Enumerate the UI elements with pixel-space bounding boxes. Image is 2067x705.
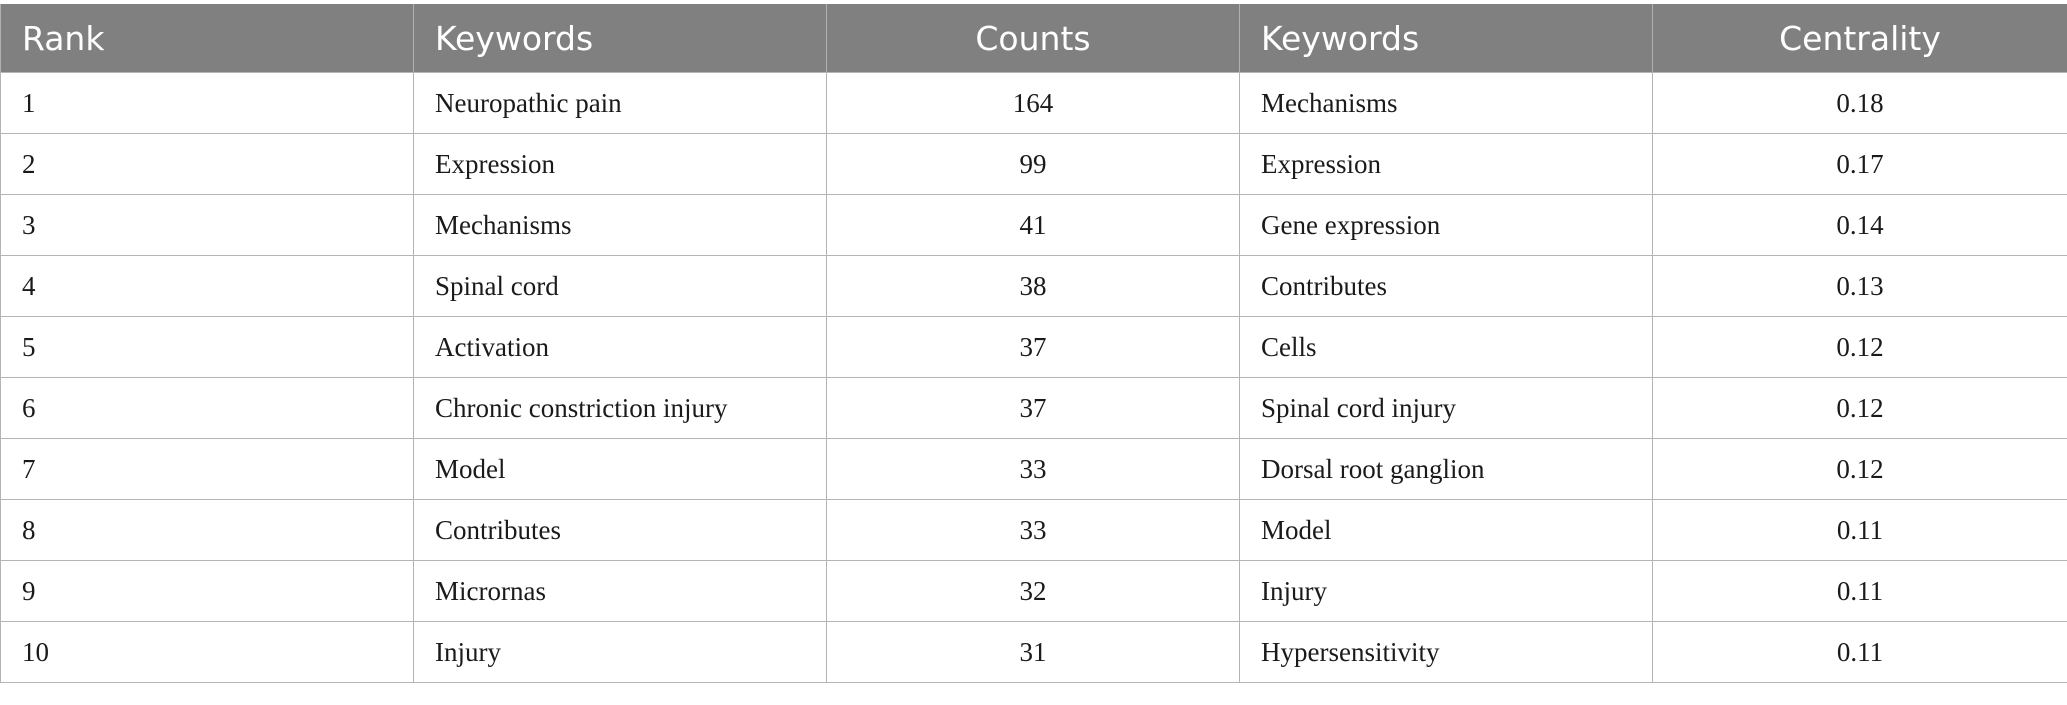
table-row (1, 256, 2067, 317)
cell-count: 37 (827, 317, 1240, 378)
cell-keyword-centrality: Dorsal root ganglion (1240, 439, 1653, 500)
cell-rank: 3 (1, 195, 414, 256)
cell-keyword-centrality: Cells (1240, 317, 1653, 378)
cell-count: 32 (827, 561, 1240, 622)
table-row (1, 500, 2067, 561)
cell-keyword-centrality: Mechanisms (1240, 73, 1653, 134)
cell-keyword-centrality: Model (1240, 500, 1653, 561)
cell-keyword-centrality: Expression (1240, 134, 1653, 195)
cell-keyword-centrality: Injury (1240, 561, 1653, 622)
cell-keyword-centrality: Spinal cord injury (1240, 378, 1653, 439)
cell-keyword: Chronic constriction injury (414, 378, 827, 439)
table-row (1, 134, 2067, 195)
cell-count: 37 (827, 378, 1240, 439)
table-row (1, 561, 2067, 622)
table-row (1, 378, 2067, 439)
header-rank: Rank (1, 4, 414, 73)
cell-count: 31 (827, 622, 1240, 683)
cell-rank: 1 (1, 73, 414, 134)
header-counts: Counts (827, 4, 1240, 73)
cell-keyword: Mechanisms (414, 195, 827, 256)
cell-centrality: 0.11 (1653, 622, 2067, 683)
cell-keyword: Neuropathic pain (414, 73, 827, 134)
table-row (1, 73, 2067, 134)
table-row (1, 195, 2067, 256)
keywords-table-container (0, 4, 2067, 683)
cell-keyword: Injury (414, 622, 827, 683)
cell-centrality: 0.13 (1653, 256, 2067, 317)
cell-keyword-centrality: Gene expression (1240, 195, 1653, 256)
header-keywords-counts: Keywords (414, 4, 827, 73)
cell-rank: 6 (1, 378, 414, 439)
cell-keyword-centrality: Hypersensitivity (1240, 622, 1653, 683)
cell-centrality: 0.11 (1653, 500, 2067, 561)
cell-keyword: Spinal cord (414, 256, 827, 317)
cell-keyword: Micrornas (414, 561, 827, 622)
cell-centrality: 0.12 (1653, 439, 2067, 500)
cell-keyword: Model (414, 439, 827, 500)
table-header-row (1, 4, 2067, 73)
cell-count: 33 (827, 500, 1240, 561)
cell-keyword: Expression (414, 134, 827, 195)
header-keywords-centrality: Keywords (1240, 4, 1653, 73)
cell-rank: 4 (1, 256, 414, 317)
cell-centrality: 0.17 (1653, 134, 2067, 195)
header-centrality: Centrality (1653, 4, 2067, 73)
cell-rank: 2 (1, 134, 414, 195)
cell-count: 38 (827, 256, 1240, 317)
cell-centrality: 0.11 (1653, 561, 2067, 622)
cell-rank: 9 (1, 561, 414, 622)
table-row (1, 439, 2067, 500)
cell-keyword: Contributes (414, 500, 827, 561)
cell-centrality: 0.14 (1653, 195, 2067, 256)
cell-rank: 5 (1, 317, 414, 378)
table-row (1, 317, 2067, 378)
cell-centrality: 0.12 (1653, 317, 2067, 378)
keywords-table (0, 4, 2067, 683)
cell-centrality: 0.12 (1653, 378, 2067, 439)
cell-count: 33 (827, 439, 1240, 500)
cell-rank: 10 (1, 622, 414, 683)
cell-keyword: Activation (414, 317, 827, 378)
cell-count: 99 (827, 134, 1240, 195)
table-row (1, 622, 2067, 683)
cell-count: 41 (827, 195, 1240, 256)
cell-keyword-centrality: Contributes (1240, 256, 1653, 317)
cell-rank: 7 (1, 439, 414, 500)
cell-rank: 8 (1, 500, 414, 561)
cell-count: 164 (827, 73, 1240, 134)
cell-centrality: 0.18 (1653, 73, 2067, 134)
